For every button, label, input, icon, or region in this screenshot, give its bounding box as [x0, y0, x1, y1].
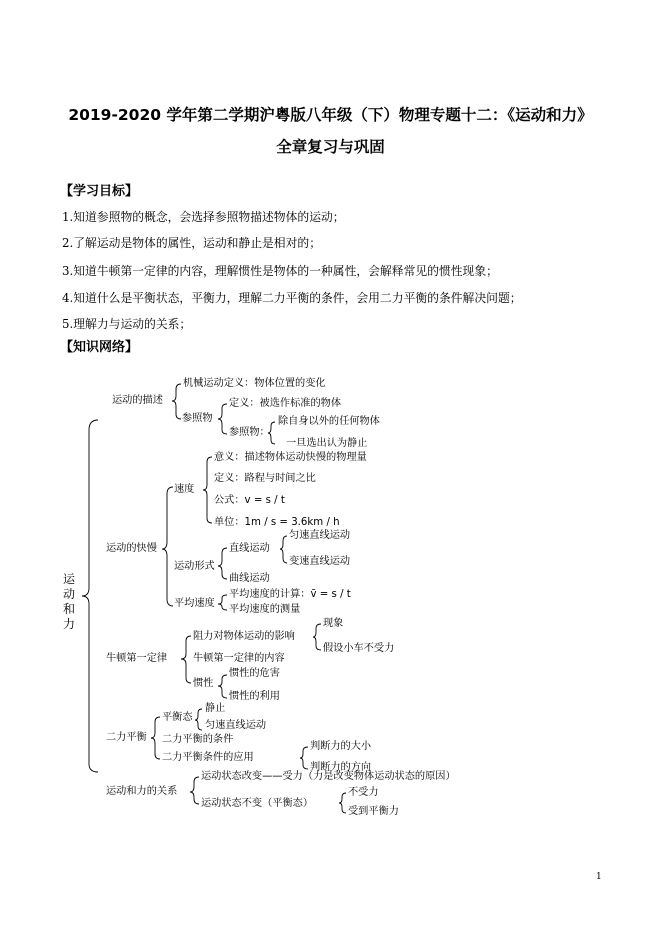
- node-balance-state: 平衡态: [162, 712, 193, 723]
- node-speed-group: 运动的快慢: [106, 543, 157, 554]
- document-title: 2019-2020 学年第二学期沪粤版八年级（下）物理专题十二：《运动和力》: [68, 106, 593, 124]
- node-reference: 参照物: [182, 413, 213, 424]
- node-avg-calc: 平均速度的计算：v̄ = s / t: [229, 589, 351, 600]
- node-assume: 假设小车不受力: [323, 643, 395, 654]
- node-state-nochange: 运动状态不变（平衡态）: [201, 798, 314, 809]
- goal-item: 2.了解运动是物体的属性，运动和静止是相对的；: [62, 236, 321, 250]
- node-resistance: 阻力对物体运动的影响: [193, 631, 295, 642]
- node-still: 静止: [205, 703, 226, 714]
- node-ref-ref: 参照物：: [229, 427, 270, 438]
- node-speed-unit: 单位：1m / s = 3.6km / h: [214, 517, 340, 528]
- node-curve: 曲线运动: [229, 573, 270, 584]
- node-inertia-harm: 惯性的危害: [229, 668, 280, 679]
- node-balance-uniform: 匀速直线运动: [205, 720, 267, 731]
- node-speed: 速度: [174, 484, 195, 495]
- node-no-force: 不受力: [348, 787, 379, 798]
- goal-item: 5.理解力与运动的关系；: [62, 317, 192, 331]
- node-inertia: 惯性: [193, 678, 214, 689]
- node-mech-motion: 机械运动定义：物体位置的变化: [183, 378, 326, 389]
- node-balance-app: 二力平衡条件的应用: [162, 752, 254, 763]
- document-subtitle: 全章复习与巩固: [276, 138, 385, 156]
- node-speed-def: 定义：路程与时间之比: [214, 473, 316, 484]
- node-phenomenon: 现象: [323, 618, 344, 629]
- node-avg-speed: 平均速度: [174, 598, 215, 609]
- node-state-change: 运动状态改变——受力（力是改变物体运动状态的原因）: [201, 771, 456, 782]
- node-balanced-force: 受到平衡力: [348, 806, 399, 817]
- node-balance: 二力平衡: [106, 732, 147, 743]
- goals-heading: 【学习目标】: [60, 184, 139, 199]
- network-root: 运动和力: [62, 572, 75, 631]
- goal-item: 3.知道牛顿第一定律的内容，理解惯性是物体的一种属性，会解释常见的惯性现象；: [62, 264, 498, 278]
- node-speed-meaning: 意义：描述物体运动快慢的物理量: [214, 452, 367, 463]
- node-judge-size: 判断力的大小: [310, 741, 372, 752]
- node-motion-form: 运动形式: [174, 561, 215, 572]
- node-balance-cond: 二力平衡的条件: [162, 734, 234, 745]
- node-speed-formula: 公式：v = s / t: [214, 495, 285, 506]
- node-relation: 运动和力的关系: [106, 786, 178, 797]
- node-straight: 直线运动: [229, 543, 270, 554]
- node-ref-b: 一旦选出认为静止: [286, 438, 368, 449]
- page-number: 1: [596, 872, 602, 882]
- node-inertia-use: 惯性的利用: [229, 691, 280, 702]
- network-heading: 【知识网络】: [60, 340, 139, 355]
- goal-item: 4.知道什么是平衡状态，平衡力，理解二力平衡的条件，会用二力平衡的条件解决问题；: [62, 291, 522, 305]
- node-variable: 变速直线运动: [289, 556, 351, 567]
- node-newton-content: 牛顿第一定律的内容: [193, 653, 285, 664]
- node-describe: 运动的描述: [112, 395, 163, 406]
- goal-item: 1.知道参照物的概念，会选择参照物描述物体的运动；: [62, 210, 345, 224]
- node-ref-a: 除自身以外的任何物体: [278, 416, 380, 427]
- node-newton: 牛顿第一定律: [106, 653, 168, 664]
- node-uniform: 匀速直线运动: [289, 530, 351, 541]
- node-ref-def: 定义：被选作标准的物体: [229, 398, 342, 409]
- node-avg-measure: 平均速度的测量: [229, 604, 301, 615]
- node-judge-dir: 判断力的方向: [310, 762, 372, 773]
